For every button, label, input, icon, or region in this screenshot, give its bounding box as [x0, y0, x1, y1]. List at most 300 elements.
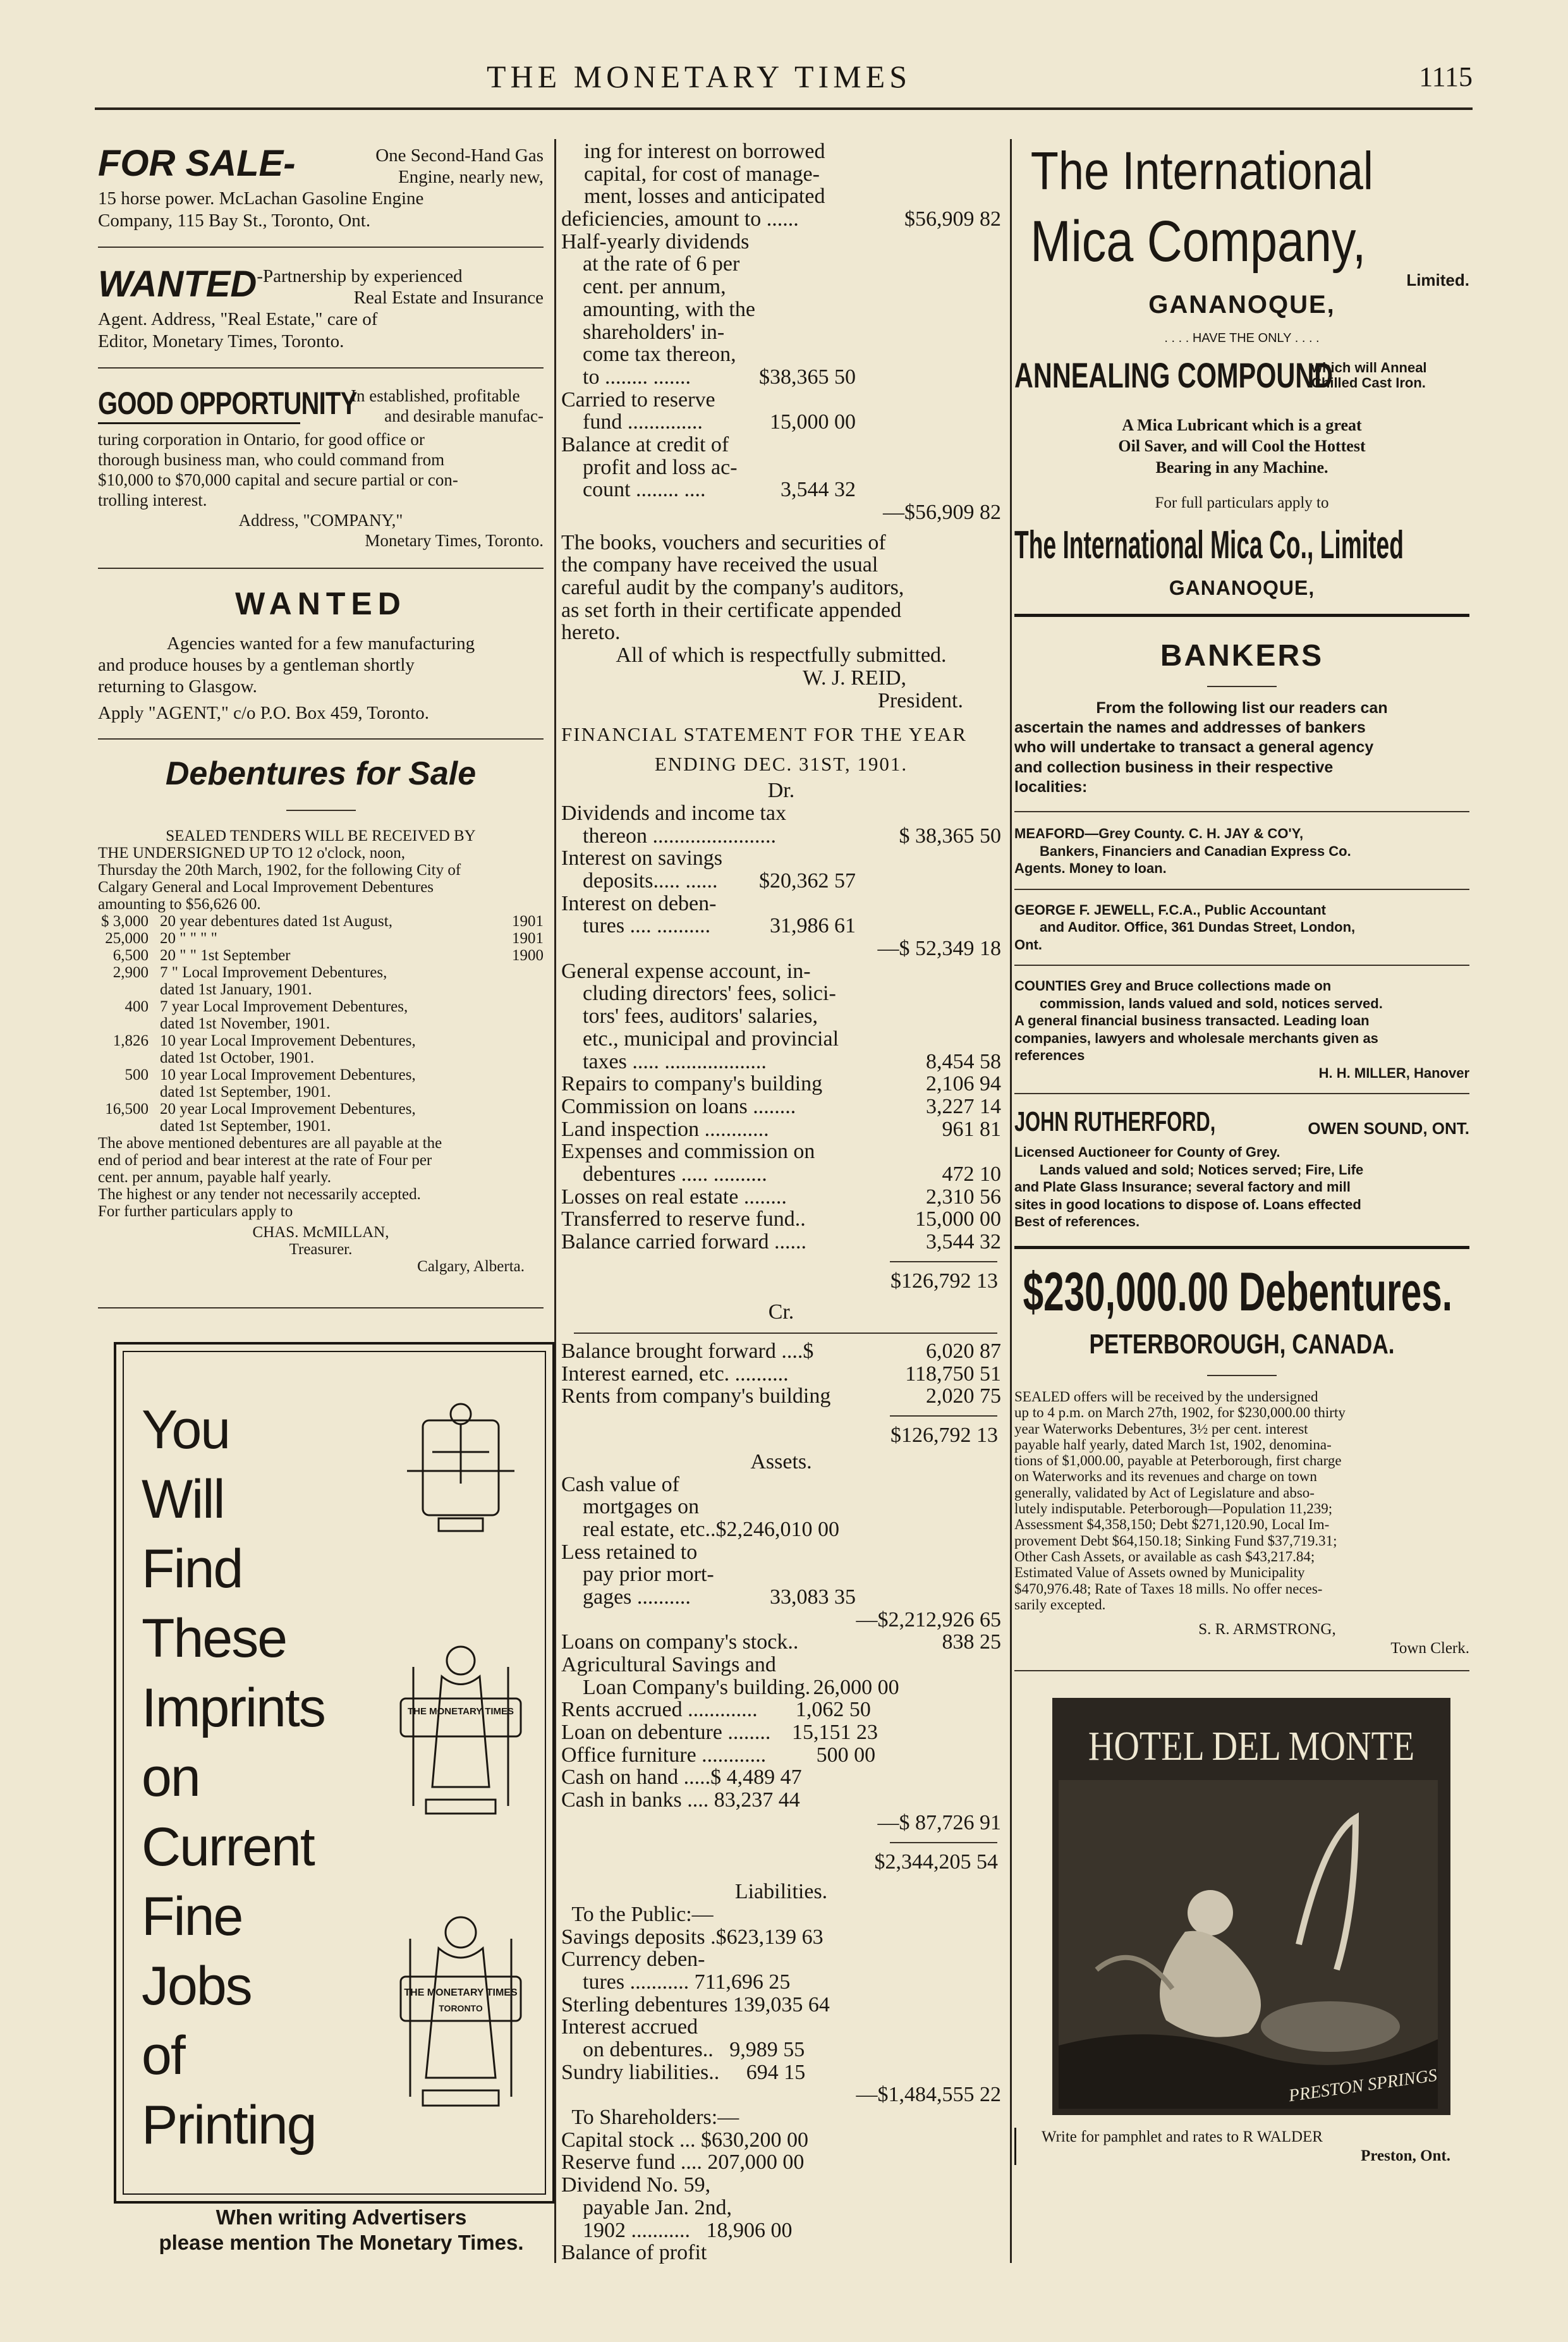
good-line: and desirable manufac-: [384, 406, 544, 425]
row-value: [749, 231, 866, 253]
debenture-amt: 500: [125, 1066, 149, 1083]
row-value: 500 00: [816, 1743, 876, 1767]
row-label: [561, 1812, 729, 1834]
row-value: [799, 208, 893, 231]
financial-row: [561, 1721, 1001, 1744]
masthead: THE MONETARY TIMES: [487, 59, 911, 94]
seal-text: THE MONETARY TIMES: [404, 1987, 518, 1998]
divider: [98, 247, 544, 248]
good-address: Address, "COMPANY,": [238, 510, 403, 530]
row-value: [806, 1231, 897, 1253]
row-value: [796, 1095, 891, 1118]
annealing-compound: ANNEALING COMPOUND: [1014, 355, 1334, 396]
counties-line: references: [1014, 1047, 1085, 1064]
report-line: ing for interest on borrowed: [584, 140, 825, 163]
imprint-word: These: [142, 1608, 287, 1669]
row-label: Losses on real estate ........: [561, 1185, 787, 1209]
debenture-note: The highest or any tender not necessarily accepted.: [98, 1185, 421, 1203]
row-label: at the rate of 6 per: [561, 252, 740, 276]
financial-row: [561, 208, 1001, 231]
left-column: [98, 142, 544, 1275]
bankers-intro: localities:: [1014, 778, 1088, 796]
row-value: [776, 1654, 881, 1676]
assets-heading: Assets.: [750, 1449, 812, 1473]
row-total: [856, 366, 1001, 389]
imprint-word: Find: [142, 1539, 243, 1599]
row-total: [861, 253, 1001, 276]
row-value: [811, 960, 899, 983]
financial-row: [561, 1563, 1001, 1586]
row-value: [804, 2151, 896, 2174]
peterborough-line: tions of $1,000.00, payable at Peterborough, first charge: [1014, 1453, 1342, 1469]
good-line: turing corporation in Ontario, for good office or: [98, 430, 425, 449]
imprint-word: Jobs: [142, 1956, 252, 2016]
row-label: count ........ ....: [561, 478, 706, 502]
financial-row: [561, 1586, 1001, 1609]
row-total: [889, 1971, 1001, 1994]
row-total: [903, 1005, 1001, 1028]
row-label: Cash in banks .... 83,237 44: [561, 1788, 800, 1812]
row-value: [836, 982, 913, 1005]
row-total: —$56,909 82: [883, 501, 1001, 524]
financial-row: [561, 1363, 1001, 1386]
divider: [98, 1307, 544, 1308]
financial-row: [561, 2129, 1001, 2152]
row-total: [889, 2219, 1001, 2242]
peterborough-signature: Town Clerk.: [1390, 1639, 1469, 1657]
page-number: 1115: [1419, 61, 1473, 92]
row-total: —$1,484,555 22: [856, 2083, 1001, 2107]
row-value: [729, 1473, 856, 1496]
row-label: Loan on debenture ........: [561, 1721, 771, 1745]
financial-row: [561, 1676, 1001, 1699]
row-value: [729, 276, 856, 298]
row-value: [802, 1766, 895, 1789]
row-label: pay prior mort-: [561, 1563, 714, 1587]
seal-text: THE MONETARY TIMES: [407, 1706, 514, 1717]
financial-row: [561, 1971, 1001, 1994]
row-label: to ........ .......: [561, 365, 691, 389]
debenture-desc: 7 year Local Improvement Debentures,: [160, 997, 408, 1015]
peterborough-line: generally, validated by Act of Legislature and abso-: [1014, 1484, 1315, 1501]
row-label: profit and loss ac-: [561, 455, 738, 479]
meaford-listing: [1014, 825, 1469, 877]
row-value: [830, 1385, 909, 1408]
row-total: 15,000 00: [915, 1207, 1001, 1231]
row-total: [898, 2129, 1001, 2152]
row-value: [739, 253, 861, 276]
row-total: [856, 389, 1001, 412]
annealing-note: Chilled Cast Iron.: [1311, 375, 1426, 391]
debenture-desc: dated 1st September, 1901.: [160, 1083, 331, 1101]
books-line: hereto.: [561, 621, 621, 645]
assets-total: $2,344,205 54: [874, 1850, 998, 1874]
row-label: deficiencies, amount to ......: [561, 207, 799, 231]
row-label: Capital stock ... $630,200 00: [561, 2128, 808, 2152]
wanted-agencies-heading: WANTED: [235, 585, 406, 621]
row-value: 31,986 61: [770, 914, 856, 938]
peterborough-line: $470,976.48; Rate of Taxes 18 mills. No offer neces-: [1014, 1580, 1323, 1597]
row-total: 2,020 75: [926, 1384, 1001, 1408]
total-rule: [890, 1415, 997, 1417]
rutherford-line: Best of references.: [1014, 1214, 1140, 1230]
financial-row: [561, 1812, 1001, 1834]
row-value: [805, 2039, 896, 2061]
row-total: [915, 1518, 1001, 1541]
seal-text: TORONTO: [439, 2003, 483, 2013]
debenture-amt: 25,000: [105, 929, 149, 947]
signer-name: W. J. REID,: [802, 666, 906, 690]
annealing-note: which will Anneal: [1311, 360, 1427, 376]
row-total: [875, 1744, 1001, 1767]
rutherford-line: Lands valued and sold; Notices served; Fire, Life: [1040, 1161, 1364, 1178]
row-value: 15,151 23: [791, 1721, 878, 1745]
row-label: Reserve fund .... 207,000 00: [561, 2150, 805, 2174]
imprint-word: Will: [142, 1469, 224, 1530]
jewell-line: Ont.: [1014, 936, 1042, 953]
hotel-spring-label: PRESTON SPRINGS: [1287, 2065, 1439, 2106]
row-total: [856, 893, 1001, 915]
rutherford-listing: [1014, 1106, 1469, 1230]
debenture-desc: dated 1st October, 1901.: [160, 1049, 315, 1066]
header-rule: [95, 107, 1473, 110]
financial-row: [561, 2039, 1001, 2061]
row-value: [732, 2197, 857, 2219]
row-total: [860, 343, 1001, 366]
financial-subtitle: ENDING DEC. 31ST, 1901.: [654, 752, 908, 775]
peterborough-line: year Waterworks Debentures, 3½ per cent. interest: [1014, 1420, 1308, 1437]
row-label: tors' fees, auditors' salaries,: [561, 1004, 818, 1028]
financial-row: [561, 1186, 1001, 1209]
financial-row: [561, 2241, 1001, 2264]
mica-limited: Limited.: [1406, 271, 1469, 290]
wanted-agencies-line: and produce houses by a gentleman shortly: [98, 654, 415, 675]
row-label: Expenses and commission on: [561, 1140, 815, 1164]
debenture-year: [493, 1083, 544, 1101]
financial-row: [561, 1340, 1001, 1363]
row-label: Dividends and income tax: [561, 801, 786, 825]
wanted-agencies-line: Apply "AGENT," c/o P.O. Box 459, Toronto.: [98, 703, 430, 724]
row-label: Dividend No. 59,: [561, 2173, 711, 2197]
financial-row: [561, 411, 1001, 434]
financial-row: [561, 1518, 1001, 1541]
row-value: [739, 2106, 861, 2129]
financial-row: [561, 1926, 1001, 1949]
books-line: The books, vouchers and securities of: [561, 530, 886, 554]
mica-name: The International Mica Co., Limited: [1014, 523, 1404, 568]
debenture-items: [98, 913, 544, 1135]
debenture-item: [98, 913, 544, 930]
short-rule: [1207, 686, 1277, 687]
row-value: $38,365 50: [759, 365, 856, 389]
asset-rows: [561, 1473, 1001, 1834]
row-label: shareholders' in-: [561, 320, 725, 344]
for-sale-line: Company, 115 Bay St., Toronto, Ont.: [98, 210, 371, 231]
mica-apply: For full particulars apply to: [1155, 494, 1329, 511]
credit-heading: Cr.: [768, 1300, 794, 1324]
debenture-amt: 6,500: [112, 946, 149, 964]
imprint-word: of: [142, 2025, 185, 2086]
row-total: [861, 2106, 1001, 2129]
bankers-directory: [1014, 638, 1469, 1230]
debenture-amt: $ 3,000: [101, 912, 149, 930]
good-line: trolling interest.: [98, 491, 207, 510]
seal-icon: [401, 1647, 521, 1814]
row-value: [776, 825, 881, 848]
row-value: [767, 1051, 876, 1073]
financial-row: [561, 2106, 1001, 2129]
peterborough-heading: $230,000.00 Debentures.: [1023, 1261, 1453, 1322]
financial-row: [561, 847, 1001, 870]
financial-row: [561, 1473, 1001, 1496]
bankers-intro: and collection business in their respective: [1014, 758, 1334, 776]
imprints-text: [142, 1395, 325, 2160]
row-label: Savings deposits .$623,139 63: [561, 1925, 824, 1949]
debenture-item: [98, 1101, 544, 1118]
financial-row: [561, 1385, 1001, 1408]
mica-lubricant: Oil Saver, and will Cool the Hottest: [1118, 437, 1366, 456]
row-value: [729, 1609, 856, 1631]
row-label: mortgages on: [561, 1495, 700, 1519]
good-line: In established, profitable: [351, 386, 520, 405]
submitted-line: All of which is respectfully submitted.: [616, 643, 947, 668]
row-total: 8,454 58: [926, 1049, 1001, 1073]
financial-row: [561, 2083, 1001, 2106]
row-value: [729, 2083, 856, 2106]
row-value: [729, 1903, 856, 1926]
row-value: [813, 1340, 901, 1363]
row-total: $56,909 82: [904, 207, 1001, 231]
row-total: [856, 411, 1001, 434]
financial-title: FINANCIAL STATEMENT FOR THE YEAR: [561, 723, 967, 746]
mica-place: GANANOQUE,: [1169, 576, 1315, 599]
row-value: [786, 802, 886, 825]
row-label: fund ..............: [561, 410, 703, 434]
row-total: [878, 1721, 1001, 1744]
row-label: Cash on hand .....$ 4,489 47: [561, 1766, 802, 1790]
row-label: Interest on savings: [561, 846, 722, 870]
peterborough-text: [1014, 1389, 1469, 1613]
debenture-item: [98, 964, 544, 981]
divider: [1014, 1670, 1469, 1671]
debenture-desc: 10 year Local Improvement Debentures,: [160, 1066, 416, 1083]
peterborough-line: SEALED offers will be received by the undersigned: [1014, 1388, 1318, 1405]
imprints-ad: [114, 1342, 555, 2204]
wanted-line: Real Estate and Insurance: [353, 288, 544, 308]
peterborough-line: Other Cash Assets, or available as cash $43,217.84;: [1014, 1548, 1315, 1564]
page-header: [95, 58, 1473, 102]
debenture-desc: dated 1st January, 1901.: [160, 980, 312, 998]
bankers-intro: ascertain the names and addresses of bankers: [1014, 719, 1366, 737]
row-total: [856, 847, 1001, 870]
row-total: [856, 276, 1001, 298]
good-opportunity-ad: [98, 385, 544, 551]
row-total: [856, 1586, 1001, 1609]
row-label: Half-yearly dividends: [561, 229, 750, 253]
imprint-word: on: [142, 1747, 200, 1808]
row-value: [815, 1140, 901, 1163]
divider: [1014, 1093, 1469, 1094]
peterborough-line: up to 4 p.m. on March 27th, 1902, for $230,000.00 thirty: [1014, 1405, 1346, 1421]
debenture-amt: 400: [125, 997, 149, 1015]
credit-rows: [561, 1340, 1001, 1408]
divider: [1014, 889, 1469, 890]
mica-title: Mica Company,: [1030, 209, 1366, 274]
row-label: Carried to reserve: [561, 387, 715, 412]
imprint-word: Current: [142, 1817, 314, 1877]
debentures-heading: Debentures for Sale: [165, 755, 477, 792]
jewell-line: GEORGE F. JEWELL, F.C.A., Public Accountant: [1014, 901, 1327, 918]
peterborough-debentures-ad: [1014, 1260, 1469, 1658]
report-text-top: [561, 140, 1001, 208]
row-total: [856, 1541, 1001, 1564]
row-label: Balance of profit: [561, 2241, 707, 2265]
financial-row: [561, 1118, 1001, 1141]
row-label: real estate, etc..$2,246,010 00: [561, 1517, 839, 1541]
financial-row: [561, 1994, 1001, 2016]
counties-line: companies, lawyers and wholesale merchants given as: [1014, 1030, 1378, 1046]
row-total: [896, 2039, 1001, 2061]
row-total: 2,310 56: [926, 1185, 1001, 1209]
financial-row: [561, 825, 1001, 848]
jewell-listing: [1014, 901, 1469, 954]
peterborough-signature: S. R. ARMSTRONG,: [1198, 1621, 1336, 1638]
hotel-footer: Write for pamphlet and rates to R WALDER: [1042, 2128, 1323, 2146]
debenture-year: [493, 964, 544, 981]
row-total: [896, 2151, 1001, 2174]
financial-row: [561, 1789, 1001, 1812]
peterborough-line: sarily excepted.: [1014, 1596, 1106, 1613]
debenture-desc: 10 year Local Improvement Debentures,: [160, 1032, 416, 1049]
debenture-desc: 20 year debentures dated 1st August,: [160, 912, 392, 930]
row-label: Rents from company's building: [561, 1384, 831, 1408]
row-total: 118,750 51: [905, 1362, 1001, 1386]
row-total: 6,020 87: [926, 1339, 1001, 1363]
financial-row: [561, 1163, 1001, 1186]
row-label: To Shareholders:—: [561, 2106, 739, 2130]
row-total: [886, 802, 1001, 825]
row-label: Loan Company's building.: [561, 1675, 811, 1699]
row-label: Commission on loans ........: [561, 1094, 796, 1118]
row-label: Cash value of: [561, 1472, 679, 1496]
row-total: [856, 870, 1001, 893]
row-label: cluding directors' fees, solici-: [561, 982, 836, 1006]
debit-heading: Dr.: [767, 779, 795, 803]
row-value: [789, 1363, 887, 1386]
row-label: Interest accrued: [561, 2015, 698, 2039]
financial-row: [561, 1231, 1001, 1253]
financial-row: [561, 1744, 1001, 1767]
debenture-item: [98, 1118, 544, 1135]
debenture-item: [98, 1066, 544, 1083]
debenture-year: [493, 1066, 544, 1083]
financial-column: [561, 140, 1001, 2264]
row-total: [881, 1654, 1001, 1676]
row-label: [561, 937, 729, 960]
debenture-intro: amounting to $56,626 00.: [98, 895, 261, 913]
row-total: [856, 2174, 1001, 2197]
for-sale-heading: FOR SALE-: [98, 143, 296, 184]
row-total: [856, 1903, 1001, 1926]
financial-row: [561, 1208, 1001, 1231]
debenture-item: [98, 1083, 544, 1101]
row-label: Balance at credit of: [561, 432, 729, 456]
meaford-line: Bankers, Financiers and Canadian Express Co.: [1040, 843, 1351, 859]
financial-row: [561, 456, 1001, 479]
counties-line: COUNTIES Grey and Bruce collections made on: [1014, 978, 1332, 994]
row-label: 1902 ........... 18,906 00: [561, 2218, 793, 2242]
financial-row: [561, 366, 1001, 389]
debenture-desc: dated 1st November, 1901.: [160, 1015, 331, 1032]
row-value: [729, 1812, 856, 1834]
financial-row: [561, 1609, 1001, 1631]
row-total: [913, 982, 1001, 1005]
debenture-desc: 20 " " " ": [160, 929, 217, 947]
row-label: tures .... ..........: [561, 914, 711, 938]
row-total: [870, 298, 1001, 321]
divider: [98, 568, 544, 569]
report-rows-top: [561, 208, 1001, 524]
debentures-for-sale-ad: [98, 755, 544, 1275]
debenture-year: [493, 998, 544, 1015]
short-rule: [286, 810, 356, 811]
mica-title: The International: [1030, 141, 1373, 200]
credit-total: $126,792 13: [890, 1424, 998, 1448]
counties-line: A general financial business transacted. Leading loan: [1014, 1013, 1370, 1029]
total-rule: [890, 1842, 997, 1843]
rutherford-place: OWEN SOUND, ONT.: [1308, 1119, 1469, 1138]
row-total: [856, 2241, 1001, 2264]
row-value: [839, 1028, 915, 1051]
financial-row: [561, 937, 1001, 960]
row-total: [857, 2197, 1001, 2219]
printing-seals-illustration: [388, 1395, 533, 2141]
wanted-agencies-line: Agencies wanted for a few manufacturing: [166, 633, 475, 654]
mica-lubricant: A Mica Lubricant which is a great: [1122, 415, 1362, 434]
financial-row: [561, 501, 1001, 524]
row-total: [871, 1699, 1001, 1721]
right-column: [1014, 140, 1469, 2165]
imprint-word: You: [142, 1400, 230, 1460]
row-value: [824, 1926, 906, 1949]
hotel-title: HOTEL DEL MONTE: [1088, 1723, 1415, 1770]
imprint-word: Fine: [142, 1886, 243, 1947]
meaford-line: MEAFORD—Grey County. C. H. JAY & CO'Y,: [1014, 826, 1304, 842]
financial-row: [561, 1654, 1001, 1676]
spring-scene-icon: [1059, 1780, 1438, 2109]
row-value: [830, 1994, 909, 2016]
debenture-item: [98, 1049, 544, 1066]
row-value: [800, 1789, 894, 1812]
peterborough-line: provement Debt $64,150.18; Sinking Fund $37,719.31;: [1014, 1532, 1337, 1549]
row-value: [769, 1118, 877, 1141]
wanted-heading: WANTED: [98, 263, 257, 305]
debenture-amt: 16,500: [105, 1100, 149, 1118]
row-total: 3,544 32: [926, 1230, 1001, 1254]
row-value: [839, 1518, 915, 1541]
imprint-word: Printing: [142, 2095, 316, 2156]
row-label: Transferred to reserve fund..: [561, 1207, 806, 1231]
debenture-amt: [98, 981, 149, 998]
row-label: debentures ..... ..........: [561, 1162, 767, 1186]
mica-company-ad: [1014, 140, 1469, 600]
signer-title: President.: [877, 688, 963, 712]
row-label: [561, 2083, 729, 2106]
row-value: [805, 2061, 896, 2084]
column-rule-right: [1010, 139, 1012, 2263]
financial-row: [561, 1005, 1001, 1028]
row-value: [729, 1541, 856, 1564]
